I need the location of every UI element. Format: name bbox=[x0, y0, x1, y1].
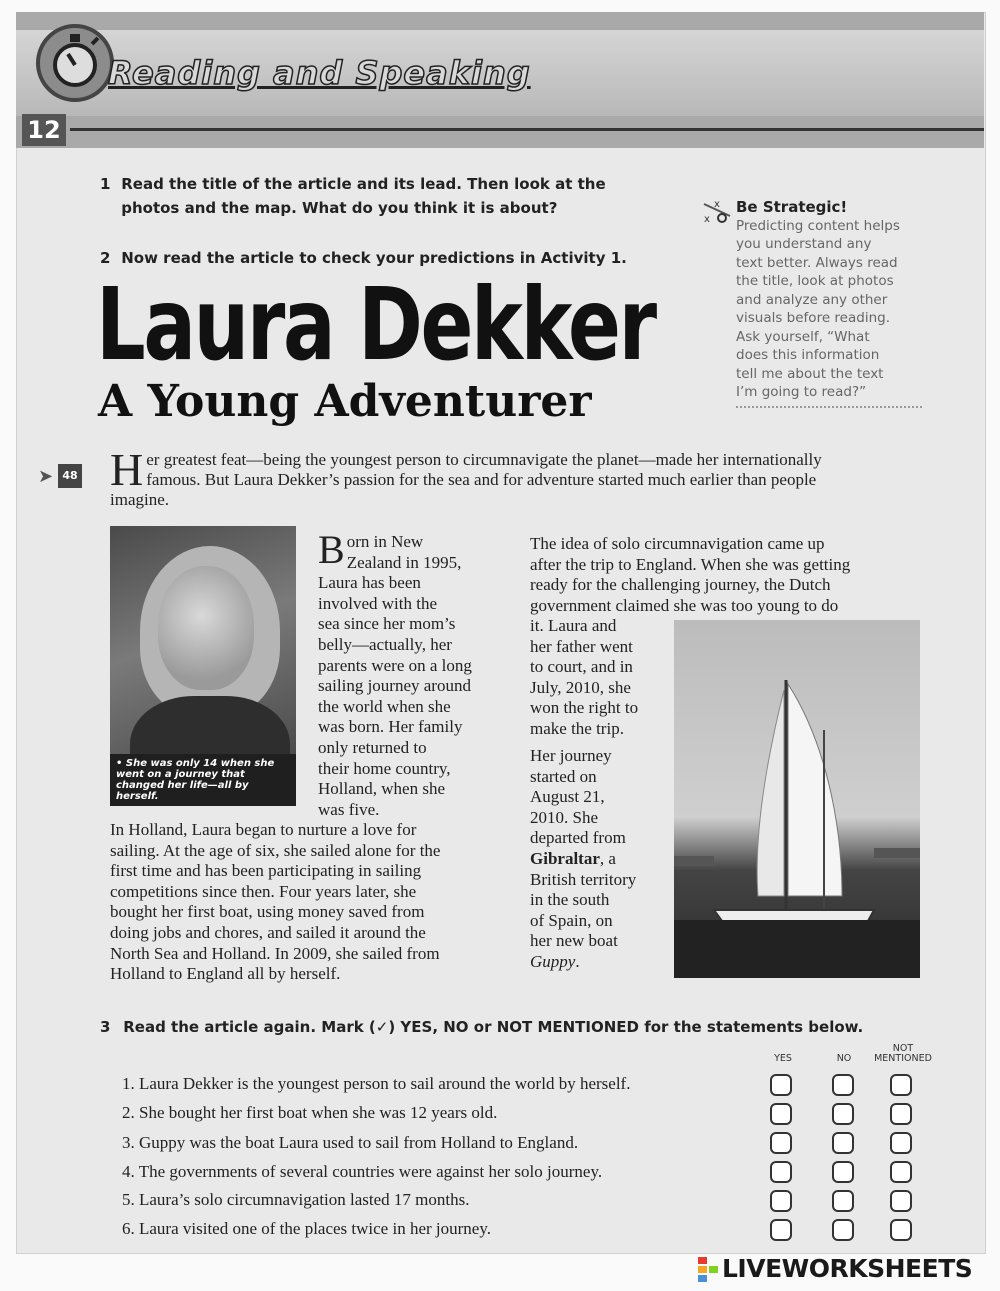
checkbox-s2-not-mentioned[interactable] bbox=[890, 1103, 912, 1125]
statement-3: 3. Guppy was the boat Laura used to sail from Holland to England. bbox=[122, 1133, 579, 1152]
audio-arrow-icon: ➤ bbox=[38, 466, 54, 487]
col2-line: it. Laura and bbox=[530, 616, 617, 635]
article-title: Laura Dekker bbox=[96, 266, 655, 383]
col2-line: started on bbox=[530, 766, 597, 786]
statement-6: 6. Laura visited one of the places twice in her journey. bbox=[122, 1219, 491, 1238]
col2-line: ready for the challenging journey, the Dutch bbox=[530, 575, 831, 595]
strategic-line: Ask yourself, “What bbox=[736, 328, 870, 345]
liveworksheets-brand: LIVEWORKSHEETS bbox=[722, 1254, 973, 1283]
column-header-not: NOT bbox=[892, 1043, 914, 1054]
col1-line: Laura has been bbox=[318, 573, 421, 593]
col1-line: was born. Her family bbox=[318, 717, 463, 737]
liveworksheets-icon bbox=[698, 1257, 718, 1283]
article-col1-para2 bbox=[110, 820, 510, 985]
col2-line: departed from bbox=[530, 828, 626, 848]
col1-dropcap: B bbox=[318, 527, 345, 572]
checkbox-s4-yes[interactable] bbox=[770, 1161, 792, 1183]
column-header-no: NO bbox=[836, 1053, 852, 1064]
col2-end: . bbox=[575, 951, 580, 971]
strategy-icon bbox=[702, 198, 732, 224]
photo-face bbox=[158, 566, 254, 690]
activity-3-number: 3 bbox=[100, 1018, 111, 1036]
article-col2-para1 bbox=[530, 534, 930, 616]
col1-line: In Holland, Laura began to nurture a love for bbox=[110, 820, 417, 839]
liveworksheets-logo bbox=[698, 1254, 972, 1283]
svg-text:x: x bbox=[704, 214, 710, 224]
col1-line: sea since her mom’s bbox=[318, 614, 456, 634]
checkbox-s2-yes[interactable] bbox=[770, 1103, 792, 1125]
checkbox-s3-no[interactable] bbox=[832, 1132, 854, 1154]
be-strategic-body bbox=[736, 217, 920, 402]
checkbox-s5-no[interactable] bbox=[832, 1190, 854, 1212]
strategic-line: and analyze any other bbox=[736, 291, 888, 308]
activity-1-line-2: photos and the map. What do you think it is about? bbox=[121, 199, 558, 217]
col2-line: after the trip to England. When she was getting bbox=[530, 554, 851, 574]
col1-line: sailing journey around bbox=[318, 676, 471, 696]
sailboat-illustration bbox=[674, 620, 920, 978]
activity-1-number: 1 bbox=[100, 175, 111, 193]
page-number: 12 bbox=[22, 114, 66, 146]
col1-line: Holland to England all by herself. bbox=[110, 964, 341, 984]
sailboat-photo bbox=[674, 620, 920, 978]
checkbox-s6-no[interactable] bbox=[832, 1219, 854, 1241]
be-strategic-title: Be Strategic! bbox=[736, 198, 848, 216]
col2-line: her new boat bbox=[530, 931, 618, 951]
column-header-not-mentioned bbox=[868, 1044, 938, 1064]
col1-line: bought her first boat, using money saved from bbox=[110, 902, 425, 922]
col1-line: sailing. At the age of six, she sailed alone for the bbox=[110, 840, 441, 860]
col1-line: parents were on a long bbox=[318, 655, 472, 675]
activity-1-instruction bbox=[100, 172, 606, 220]
col1-line: orn in New bbox=[346, 532, 424, 551]
col2-after-bold: , a bbox=[599, 848, 616, 868]
col1-line: Holland, when she bbox=[318, 779, 446, 799]
col2-line: of Spain, on bbox=[530, 910, 613, 930]
article-lead bbox=[110, 444, 850, 510]
checkbox-s1-no[interactable] bbox=[832, 1074, 854, 1096]
col1-line: competitions since then. Four years later, she bbox=[110, 881, 417, 901]
strategic-line: does this information bbox=[736, 347, 880, 363]
col1-line: first time and has been participating in sailing bbox=[110, 861, 422, 881]
strategic-line: tell me about the text bbox=[736, 365, 884, 382]
audio-track-badge[interactable]: 48 bbox=[58, 464, 82, 488]
col2-line: British territory bbox=[530, 869, 637, 889]
article-col2-para1-cont bbox=[530, 616, 670, 740]
statement-5: 5. Laura’s solo circumnavigation lasted 17 months. bbox=[122, 1190, 470, 1209]
col1-line: North Sea and Holland. In 2009, she sailed from bbox=[110, 943, 440, 963]
checkbox-s4-no[interactable] bbox=[832, 1161, 854, 1183]
gibraltar-bold: Gibraltar bbox=[530, 848, 600, 868]
activity-1-line-1: Read the title of the article and its lead. Then look at the bbox=[121, 175, 606, 193]
col2-line: in the south bbox=[530, 890, 610, 910]
checkbox-s1-not-mentioned[interactable] bbox=[890, 1074, 912, 1096]
col2-line: won the right to bbox=[530, 698, 639, 718]
guppy-italic: Guppy bbox=[530, 951, 576, 971]
checkbox-s5-yes[interactable] bbox=[770, 1190, 792, 1212]
photo-caption: • She was only 14 when she went on a journey that changed her life—all by herself. bbox=[110, 754, 296, 806]
checkbox-s3-yes[interactable] bbox=[770, 1132, 792, 1154]
be-strategic-box bbox=[700, 198, 920, 408]
col1-line: was five. bbox=[318, 799, 380, 819]
column-header-mentioned: MENTIONED bbox=[874, 1053, 932, 1064]
col2-line: July, 2010, she bbox=[530, 677, 631, 697]
col2-line bbox=[530, 849, 670, 870]
header-rule bbox=[70, 128, 984, 131]
statement-1: 1. Laura Dekker is the youngest person to sail around the world by herself. bbox=[122, 1074, 631, 1093]
col1-line: only returned to bbox=[318, 737, 427, 757]
activity-2-text: Now read the article to check your predictions in Activity 1. bbox=[121, 249, 627, 267]
col1-line: doing jobs and chores, and sailed it around the bbox=[110, 922, 426, 942]
lead-text: er greatest feat—being the youngest person to circumnavigate the planet—made her internationally famous. But Laura Dekker’s passion for the sea and for adventure started much earlier than people imagine. bbox=[110, 450, 822, 509]
col1-line: Zealand in 1995, bbox=[346, 552, 462, 572]
checkbox-s6-yes[interactable] bbox=[770, 1219, 792, 1241]
strategic-dotted-rule bbox=[736, 402, 922, 408]
checkbox-s3-not-mentioned[interactable] bbox=[890, 1132, 912, 1154]
checkbox-s1-yes[interactable] bbox=[770, 1074, 792, 1096]
col2-line: her father went bbox=[530, 636, 633, 656]
col2-line: Her journey bbox=[530, 746, 612, 765]
activity-3-text: Read the article again. Mark (✓) YES, NO or NOT MENTIONED for the statements below. bbox=[123, 1018, 864, 1036]
col2-line: government claimed she was too young to do bbox=[530, 595, 839, 615]
checkbox-s5-not-mentioned[interactable] bbox=[890, 1190, 912, 1212]
checkbox-s4-not-mentioned[interactable] bbox=[890, 1161, 912, 1183]
svg-text:x: x bbox=[714, 199, 720, 210]
col1-line: the world when she bbox=[318, 696, 451, 716]
strategic-line: I’m going to read?” bbox=[736, 384, 867, 400]
article-col2-para2 bbox=[530, 746, 670, 973]
section-title: Reading and Speaking bbox=[108, 54, 531, 92]
activity-2-number: 2 bbox=[100, 249, 111, 267]
stopwatch-icon bbox=[36, 24, 114, 102]
statement-2: 2. She bought her first boat when she was 12 years old. bbox=[122, 1103, 498, 1122]
lead-dropcap: H bbox=[110, 444, 144, 495]
statement-4: 4. The governments of several countries were against her solo journey. bbox=[122, 1162, 603, 1181]
col2-line: August 21, bbox=[530, 787, 605, 807]
checkbox-s2-no[interactable] bbox=[832, 1103, 854, 1125]
col1-line: involved with the bbox=[318, 593, 437, 613]
checkbox-s6-not-mentioned[interactable] bbox=[890, 1219, 912, 1241]
strategic-line: text better. Always read bbox=[736, 254, 898, 271]
strategic-line: the title, look at photos bbox=[736, 273, 894, 289]
col2-line bbox=[530, 952, 670, 973]
strategic-line: you understand any bbox=[736, 236, 872, 252]
article-col1-para1 bbox=[318, 527, 508, 820]
strategic-line: visuals before reading. bbox=[736, 310, 890, 326]
col1-line: belly—actually, her bbox=[318, 634, 452, 654]
activity-3-instruction bbox=[100, 1018, 863, 1036]
col2-line: The idea of solo circumnavigation came up bbox=[530, 534, 825, 553]
column-header-yes: YES bbox=[774, 1053, 792, 1064]
col2-line: to court, and in bbox=[530, 657, 633, 677]
col2-line: make the trip. bbox=[530, 718, 624, 738]
col2-line: 2010. She bbox=[530, 807, 598, 827]
strategic-line: Predicting content helps bbox=[736, 217, 900, 234]
laura-portrait-photo bbox=[110, 526, 296, 806]
col1-line: their home country, bbox=[318, 758, 451, 778]
article-subtitle: A Young Adventurer bbox=[98, 376, 592, 427]
